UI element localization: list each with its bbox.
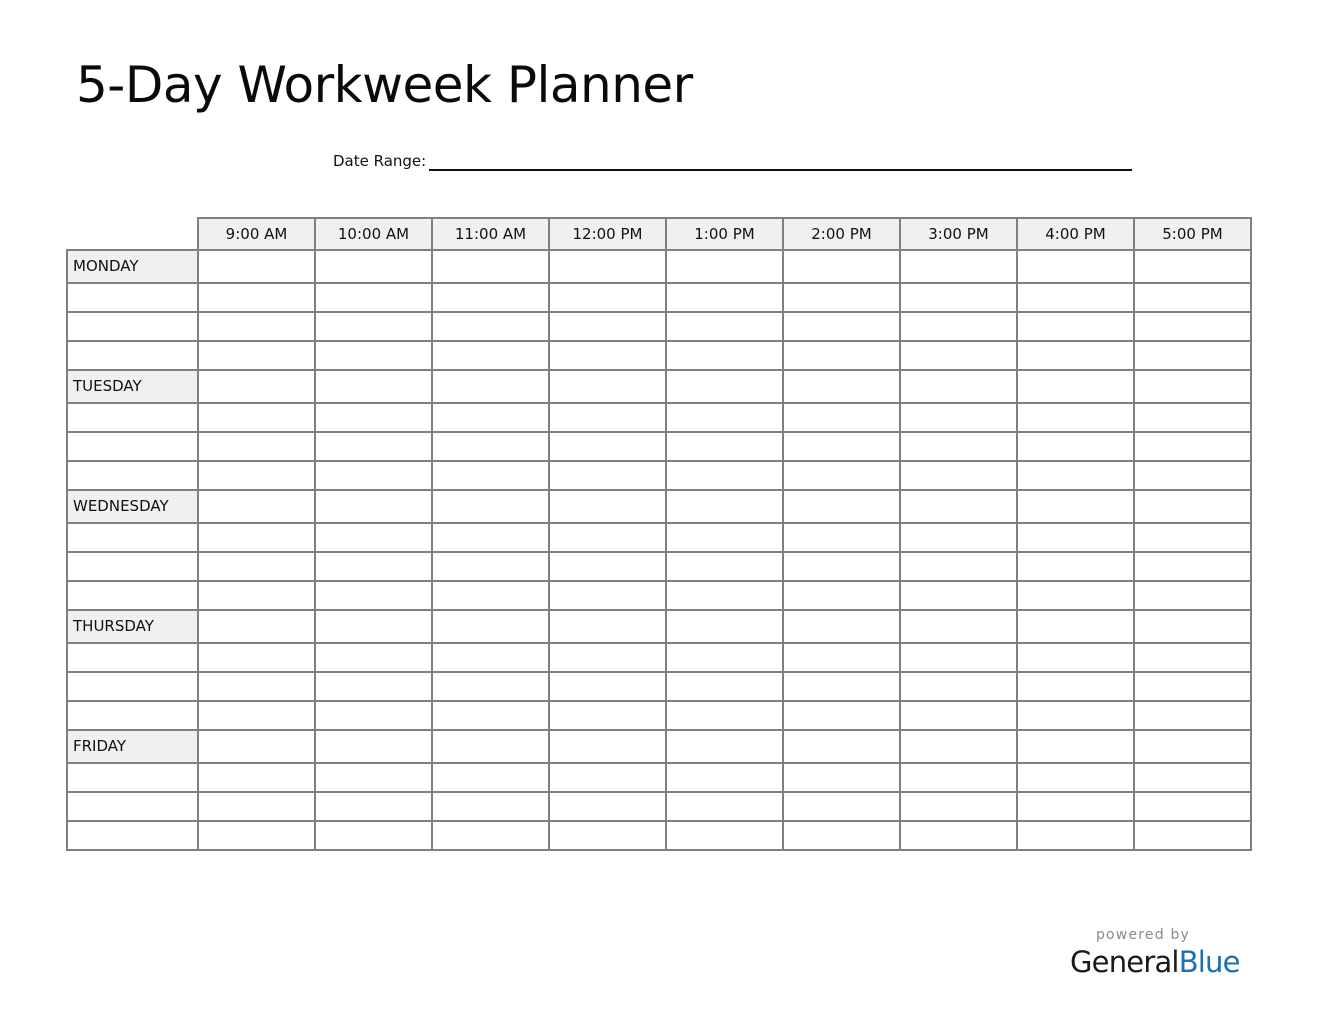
schedule-cell[interactable] <box>432 283 549 312</box>
schedule-cell[interactable] <box>432 763 549 792</box>
schedule-cell[interactable] <box>549 763 666 792</box>
corner-cell <box>67 218 198 250</box>
schedule-cell[interactable] <box>783 490 900 523</box>
schedule-cell[interactable] <box>549 461 666 490</box>
schedule-cell[interactable] <box>198 701 315 730</box>
schedule-cell[interactable] <box>198 250 315 283</box>
schedule-cell[interactable] <box>432 370 549 403</box>
schedule-cell[interactable] <box>549 341 666 370</box>
planner-row <box>67 643 1251 672</box>
schedule-cell[interactable] <box>549 552 666 581</box>
schedule-cell[interactable] <box>1134 283 1251 312</box>
schedule-cell[interactable] <box>432 341 549 370</box>
schedule-cell[interactable] <box>1017 701 1134 730</box>
schedule-cell[interactable] <box>1017 792 1134 821</box>
schedule-cell[interactable] <box>900 490 1017 523</box>
schedule-cell[interactable] <box>900 672 1017 701</box>
planner-row <box>67 461 1251 490</box>
day-blank-cell[interactable] <box>67 403 198 432</box>
time-slot-header: 10:00 AM <box>315 218 432 250</box>
time-slot-header: 5:00 PM <box>1134 218 1251 250</box>
schedule-cell[interactable] <box>432 792 549 821</box>
planner-row <box>67 792 1251 821</box>
planner-row <box>67 701 1251 730</box>
time-slot-header: 11:00 AM <box>432 218 549 250</box>
schedule-cell[interactable] <box>666 370 783 403</box>
schedule-cell[interactable] <box>198 821 315 850</box>
time-slot-header: 9:00 AM <box>198 218 315 250</box>
schedule-cell[interactable] <box>198 643 315 672</box>
schedule-cell[interactable] <box>549 250 666 283</box>
schedule-cell[interactable] <box>1017 610 1134 643</box>
schedule-cell[interactable] <box>666 763 783 792</box>
day-blank-cell[interactable] <box>67 432 198 461</box>
day-blank-cell[interactable] <box>67 763 198 792</box>
planner-row <box>67 552 1251 581</box>
schedule-cell[interactable] <box>900 643 1017 672</box>
schedule-cell[interactable] <box>900 701 1017 730</box>
schedule-cell[interactable] <box>432 552 549 581</box>
schedule-cell[interactable] <box>900 763 1017 792</box>
day-blank-cell[interactable] <box>67 581 198 610</box>
schedule-cell[interactable] <box>900 461 1017 490</box>
date-range-label: Date Range: <box>333 152 427 170</box>
schedule-cell[interactable] <box>783 461 900 490</box>
schedule-cell[interactable] <box>1017 581 1134 610</box>
day-label-cell <box>67 490 198 523</box>
schedule-cell[interactable] <box>198 672 315 701</box>
schedule-cell[interactable] <box>666 730 783 763</box>
schedule-cell[interactable] <box>900 250 1017 283</box>
day-blank-cell[interactable] <box>67 672 198 701</box>
schedule-cell[interactable] <box>198 432 315 461</box>
schedule-cell[interactable] <box>549 312 666 341</box>
schedule-cell[interactable] <box>315 730 432 763</box>
planner-row <box>67 403 1251 432</box>
schedule-cell[interactable] <box>900 552 1017 581</box>
schedule-cell[interactable] <box>900 610 1017 643</box>
schedule-cell[interactable] <box>432 490 549 523</box>
schedule-cell[interactable] <box>1017 523 1134 552</box>
schedule-cell[interactable] <box>1017 341 1134 370</box>
planner-row <box>67 523 1251 552</box>
schedule-cell[interactable] <box>666 490 783 523</box>
schedule-cell[interactable] <box>432 821 549 850</box>
day-blank-cell[interactable] <box>67 821 198 850</box>
schedule-cell[interactable] <box>549 792 666 821</box>
schedule-cell[interactable] <box>1134 523 1251 552</box>
schedule-cell[interactable] <box>1134 250 1251 283</box>
schedule-cell[interactable] <box>666 610 783 643</box>
schedule-cell[interactable] <box>549 701 666 730</box>
schedule-cell[interactable] <box>1017 821 1134 850</box>
schedule-cell[interactable] <box>1134 341 1251 370</box>
schedule-cell[interactable] <box>1134 792 1251 821</box>
day-label: THURSDAY <box>68 611 197 642</box>
day-blank-cell[interactable] <box>67 312 198 341</box>
schedule-cell[interactable] <box>549 730 666 763</box>
time-slot-header: 2:00 PM <box>783 218 900 250</box>
schedule-cell[interactable] <box>666 432 783 461</box>
schedule-cell[interactable] <box>900 283 1017 312</box>
schedule-cell[interactable] <box>783 701 900 730</box>
schedule-cell[interactable] <box>666 250 783 283</box>
schedule-cell[interactable] <box>666 523 783 552</box>
day-blank-cell[interactable] <box>67 792 198 821</box>
powered-by-text: powered by <box>1095 927 1191 943</box>
schedule-cell[interactable] <box>900 312 1017 341</box>
schedule-cell[interactable] <box>315 341 432 370</box>
schedule-cell[interactable] <box>432 581 549 610</box>
schedule-cell[interactable] <box>1134 763 1251 792</box>
schedule-cell[interactable] <box>198 730 315 763</box>
schedule-cell[interactable] <box>1017 552 1134 581</box>
schedule-cell[interactable] <box>549 403 666 432</box>
schedule-cell[interactable] <box>198 312 315 341</box>
schedule-cell[interactable] <box>1017 250 1134 283</box>
schedule-cell[interactable] <box>549 283 666 312</box>
day-label: TUESDAY <box>68 371 197 402</box>
schedule-cell[interactable] <box>1134 403 1251 432</box>
schedule-cell[interactable] <box>198 490 315 523</box>
schedule-cell[interactable] <box>432 523 549 552</box>
schedule-cell[interactable] <box>900 523 1017 552</box>
schedule-cell[interactable] <box>198 341 315 370</box>
schedule-cell[interactable] <box>783 643 900 672</box>
schedule-cell[interactable] <box>315 250 432 283</box>
schedule-cell[interactable] <box>549 490 666 523</box>
planner-row <box>67 370 1251 403</box>
schedule-cell[interactable] <box>666 552 783 581</box>
time-slot-header: 1:00 PM <box>666 218 783 250</box>
schedule-cell[interactable] <box>900 403 1017 432</box>
planner-row <box>67 763 1251 792</box>
day-label-cell <box>67 610 198 643</box>
schedule-cell[interactable] <box>666 672 783 701</box>
schedule-cell[interactable] <box>315 283 432 312</box>
schedule-cell[interactable] <box>315 821 432 850</box>
schedule-cell[interactable] <box>549 643 666 672</box>
schedule-cell[interactable] <box>783 250 900 283</box>
generalblue-logo <box>1070 944 1240 980</box>
time-slot-header: 3:00 PM <box>900 218 1017 250</box>
schedule-cell[interactable] <box>549 672 666 701</box>
schedule-cell[interactable] <box>900 432 1017 461</box>
schedule-cell[interactable] <box>783 432 900 461</box>
schedule-cell[interactable] <box>315 701 432 730</box>
schedule-cell[interactable] <box>1134 701 1251 730</box>
schedule-cell[interactable] <box>315 792 432 821</box>
schedule-cell[interactable] <box>783 581 900 610</box>
schedule-cell[interactable] <box>783 610 900 643</box>
day-blank-cell[interactable] <box>67 643 198 672</box>
day-blank-cell[interactable] <box>67 701 198 730</box>
planner-row <box>67 490 1251 523</box>
schedule-cell[interactable] <box>783 792 900 821</box>
time-slot-header: 12:00 PM <box>549 218 666 250</box>
schedule-cell[interactable] <box>900 370 1017 403</box>
schedule-cell[interactable] <box>198 370 315 403</box>
schedule-cell[interactable] <box>783 672 900 701</box>
day-blank-cell[interactable] <box>67 461 198 490</box>
day-label-cell <box>67 370 198 403</box>
schedule-cell[interactable] <box>198 403 315 432</box>
schedule-cell[interactable] <box>432 643 549 672</box>
schedule-cell[interactable] <box>432 432 549 461</box>
schedule-cell[interactable] <box>783 552 900 581</box>
planner-row <box>67 610 1251 643</box>
schedule-cell[interactable] <box>549 610 666 643</box>
schedule-cell[interactable] <box>198 792 315 821</box>
planner-row <box>67 312 1251 341</box>
schedule-cell[interactable] <box>1134 370 1251 403</box>
schedule-cell[interactable] <box>1134 432 1251 461</box>
page-title: 5-Day Workweek Planner <box>76 56 693 114</box>
schedule-cell[interactable] <box>432 461 549 490</box>
time-header-row <box>67 218 1251 250</box>
schedule-cell[interactable] <box>666 403 783 432</box>
day-label: WEDNESDAY <box>68 491 197 522</box>
schedule-cell[interactable] <box>783 730 900 763</box>
schedule-cell[interactable] <box>549 432 666 461</box>
schedule-cell[interactable] <box>198 763 315 792</box>
schedule-cell[interactable] <box>1017 730 1134 763</box>
schedule-cell[interactable] <box>432 672 549 701</box>
schedule-cell[interactable] <box>315 370 432 403</box>
planner-row <box>67 341 1251 370</box>
schedule-cell[interactable] <box>666 821 783 850</box>
schedule-cell[interactable] <box>666 701 783 730</box>
schedule-cell[interactable] <box>198 552 315 581</box>
schedule-cell[interactable] <box>783 283 900 312</box>
schedule-cell[interactable] <box>549 821 666 850</box>
schedule-cell[interactable] <box>666 643 783 672</box>
schedule-cell[interactable] <box>1134 461 1251 490</box>
schedule-cell[interactable] <box>198 461 315 490</box>
schedule-cell[interactable] <box>315 490 432 523</box>
schedule-cell[interactable] <box>783 341 900 370</box>
day-blank-cell[interactable] <box>67 341 198 370</box>
schedule-cell[interactable] <box>198 283 315 312</box>
schedule-cell[interactable] <box>198 523 315 552</box>
schedule-cell[interactable] <box>900 792 1017 821</box>
day-label: FRIDAY <box>68 731 197 762</box>
schedule-cell[interactable] <box>1017 370 1134 403</box>
schedule-cell[interactable] <box>1017 432 1134 461</box>
day-blank-cell[interactable] <box>67 552 198 581</box>
schedule-cell[interactable] <box>1134 490 1251 523</box>
schedule-cell[interactable] <box>783 821 900 850</box>
date-range <box>333 146 1132 172</box>
schedule-cell[interactable] <box>432 250 549 283</box>
schedule-cell[interactable] <box>900 730 1017 763</box>
schedule-cell[interactable] <box>1134 552 1251 581</box>
schedule-cell[interactable] <box>666 461 783 490</box>
schedule-cell[interactable] <box>315 432 432 461</box>
schedule-cell[interactable] <box>1017 403 1134 432</box>
schedule-cell[interactable] <box>432 610 549 643</box>
planner-row <box>67 672 1251 701</box>
day-label: MONDAY <box>68 251 197 282</box>
schedule-cell[interactable] <box>666 792 783 821</box>
planner-row <box>67 821 1251 850</box>
schedule-cell[interactable] <box>1017 490 1134 523</box>
schedule-cell[interactable] <box>549 523 666 552</box>
logo-general-text: General <box>1070 945 1179 979</box>
time-slot-header: 4:00 PM <box>1017 218 1134 250</box>
schedule-cell[interactable] <box>549 581 666 610</box>
schedule-cell[interactable] <box>315 610 432 643</box>
schedule-cell[interactable] <box>198 581 315 610</box>
schedule-cell[interactable] <box>1134 672 1251 701</box>
planner-row <box>67 581 1251 610</box>
schedule-cell[interactable] <box>315 643 432 672</box>
schedule-cell[interactable] <box>666 312 783 341</box>
schedule-cell[interactable] <box>666 581 783 610</box>
schedule-cell[interactable] <box>783 370 900 403</box>
schedule-cell[interactable] <box>432 312 549 341</box>
schedule-cell[interactable] <box>315 523 432 552</box>
day-label-cell <box>67 730 198 763</box>
schedule-cell[interactable] <box>783 523 900 552</box>
schedule-cell[interactable] <box>1017 763 1134 792</box>
schedule-cell[interactable] <box>1017 672 1134 701</box>
schedule-cell[interactable] <box>1017 283 1134 312</box>
day-blank-cell[interactable] <box>67 283 198 312</box>
schedule-cell[interactable] <box>198 610 315 643</box>
schedule-cell[interactable] <box>315 672 432 701</box>
logo-blue-text: Blue <box>1178 945 1240 979</box>
schedule-cell[interactable] <box>432 701 549 730</box>
schedule-cell[interactable] <box>900 581 1017 610</box>
schedule-cell[interactable] <box>315 552 432 581</box>
schedule-cell[interactable] <box>315 461 432 490</box>
date-range-input-line[interactable] <box>429 169 1132 171</box>
planner-row <box>67 250 1251 283</box>
schedule-cell[interactable] <box>783 312 900 341</box>
schedule-cell[interactable] <box>1134 821 1251 850</box>
day-blank-cell[interactable] <box>67 523 198 552</box>
brand-footer <box>1070 926 1240 980</box>
schedule-cell[interactable] <box>900 341 1017 370</box>
schedule-cell[interactable] <box>900 821 1017 850</box>
schedule-cell[interactable] <box>1134 610 1251 643</box>
schedule-cell[interactable] <box>783 403 900 432</box>
schedule-cell[interactable] <box>1134 643 1251 672</box>
planner-row <box>67 432 1251 461</box>
schedule-cell[interactable] <box>1017 461 1134 490</box>
schedule-cell[interactable] <box>1134 312 1251 341</box>
planner-grid <box>66 217 1252 851</box>
schedule-cell[interactable] <box>432 403 549 432</box>
schedule-cell[interactable] <box>1134 581 1251 610</box>
schedule-cell[interactable] <box>666 283 783 312</box>
schedule-cell[interactable] <box>315 403 432 432</box>
schedule-cell[interactable] <box>432 730 549 763</box>
day-label-cell <box>67 250 198 283</box>
schedule-cell[interactable] <box>1017 643 1134 672</box>
schedule-cell[interactable] <box>549 370 666 403</box>
schedule-cell[interactable] <box>1017 312 1134 341</box>
schedule-cell[interactable] <box>783 763 900 792</box>
schedule-cell[interactable] <box>315 763 432 792</box>
planner-row <box>67 730 1251 763</box>
schedule-cell[interactable] <box>1134 730 1251 763</box>
schedule-cell[interactable] <box>666 341 783 370</box>
schedule-cell[interactable] <box>315 581 432 610</box>
schedule-cell[interactable] <box>315 312 432 341</box>
planner-row <box>67 283 1251 312</box>
